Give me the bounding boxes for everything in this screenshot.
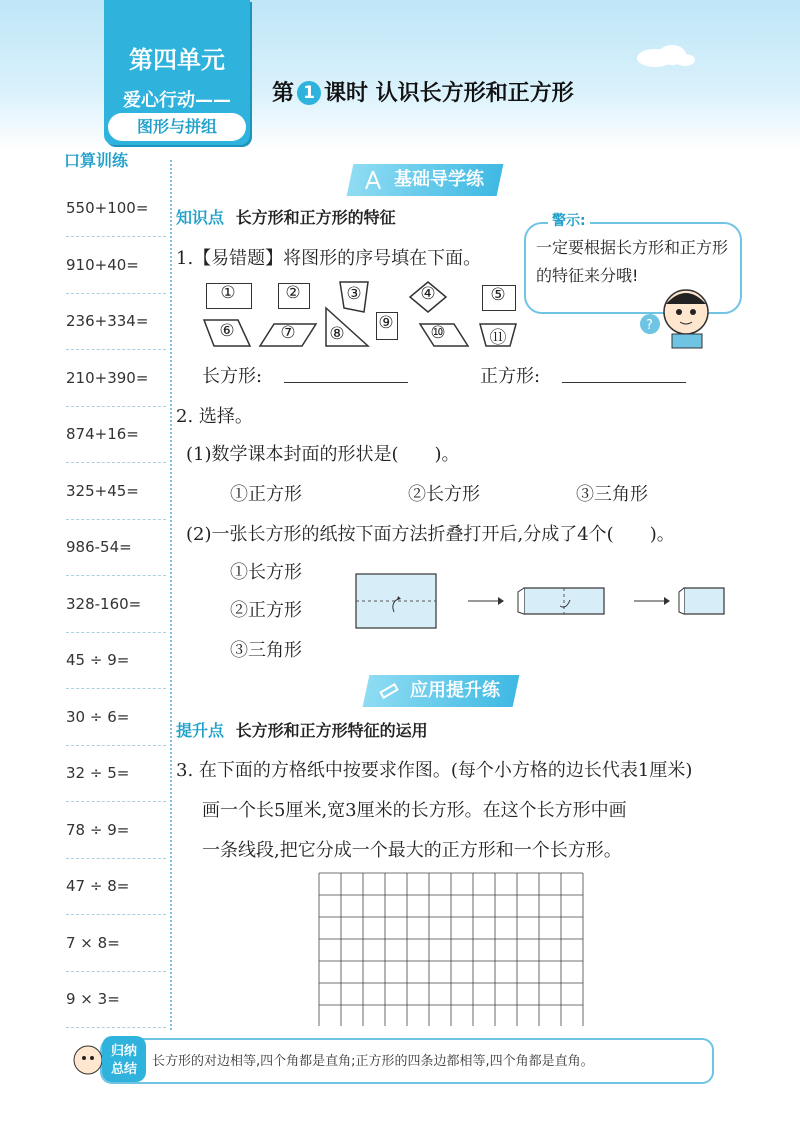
question-3-line-2: 画一个长5厘米,宽3厘米的长方形。在这个长方形中画 bbox=[202, 800, 627, 821]
option: ③三角形 bbox=[230, 640, 302, 661]
option: ②长方形 bbox=[408, 484, 480, 505]
oral-item: 328-160= bbox=[66, 576, 166, 633]
tip-text: 一定要根据长方形和正方形的特征来分哦! bbox=[536, 238, 729, 285]
shape-label: ② bbox=[285, 283, 301, 303]
banner-label: 基础导学练 bbox=[394, 169, 484, 190]
lesson-number: 1 bbox=[297, 81, 321, 105]
shape-label: ⑧ bbox=[329, 324, 345, 344]
summary-tag-1: 归纳 bbox=[110, 1044, 137, 1059]
option: ①长方形 bbox=[230, 562, 302, 583]
unit-subtitle-2: 图形与拼组 bbox=[108, 113, 246, 141]
lesson-prefix: 第 bbox=[272, 81, 295, 106]
question-2-2: (2)一张长方形的纸按下面方法折叠打开后,分成了4个( )。 bbox=[186, 524, 675, 545]
oral-item: 9 × 3= bbox=[66, 971, 166, 1028]
oral-item: 986-54= bbox=[66, 519, 166, 576]
section-banner-apply bbox=[363, 675, 520, 707]
point-tag: 知识点 bbox=[176, 208, 225, 227]
shape-label: ⑪ bbox=[489, 328, 507, 348]
rectangle-answer-line[interactable] bbox=[284, 382, 408, 383]
knowledge-point bbox=[176, 205, 396, 228]
option: ②正方形 bbox=[230, 600, 302, 621]
thinking-boy-icon bbox=[636, 282, 720, 350]
unit-title: 第四单元 bbox=[129, 46, 225, 74]
question-2-1: (1)数学课本封面的形状是( )。 bbox=[186, 444, 460, 465]
question-3: 3. 在下面的方格纸中按要求作图。(每个小方格的边长代表1厘米) bbox=[176, 760, 693, 781]
point-text: 长方形和正方形的特征 bbox=[235, 208, 396, 227]
ruler-icon bbox=[378, 680, 400, 702]
question-3-line-3: 一条线段,把它分成一个最大的正方形和一个长方形。 bbox=[202, 840, 622, 861]
oral-item: 30 ÷ 6= bbox=[66, 689, 166, 746]
oral-item: 78 ÷ 9= bbox=[66, 802, 166, 859]
square-answer-label: 正方形: bbox=[480, 366, 541, 387]
shape-label: ⑤ bbox=[490, 285, 506, 305]
option: ③三角形 bbox=[576, 484, 648, 505]
section-banner-basic bbox=[347, 164, 504, 196]
shape-label: ⑦ bbox=[280, 323, 296, 343]
rectangle-answer-label: 长方形: bbox=[202, 366, 263, 387]
shape-label: ⑨ bbox=[378, 313, 394, 333]
point-text: 长方形和正方形特征的运用 bbox=[235, 721, 428, 740]
oral-item: 210+390= bbox=[66, 350, 166, 407]
oral-item: 7 × 8= bbox=[66, 915, 166, 972]
tip-title: 警示: bbox=[548, 210, 590, 230]
shape-label: ③ bbox=[346, 284, 362, 304]
oral-item: 236+334= bbox=[66, 293, 166, 350]
oral-item: 32 ÷ 5= bbox=[66, 745, 166, 802]
oral-item: 910+40= bbox=[66, 237, 166, 294]
shape-label: ① bbox=[220, 283, 236, 303]
option: ①正方形 bbox=[230, 484, 302, 505]
svg-text:?: ? bbox=[646, 318, 653, 333]
lesson-title bbox=[272, 76, 574, 107]
unit-subtitle: 爱心行动—— bbox=[123, 90, 231, 111]
oral-training-logo: 口算训练 bbox=[64, 151, 129, 170]
oral-item: 47 ÷ 8= bbox=[66, 858, 166, 915]
cloud-icon bbox=[630, 40, 700, 70]
shape-label: ⑥ bbox=[219, 321, 235, 341]
oral-item: 325+45= bbox=[66, 463, 166, 520]
oral-item: 874+16= bbox=[66, 406, 166, 463]
question-1: 1.【易错题】将图形的序号填在下面。 bbox=[176, 248, 482, 269]
question-2: 2. 选择。 bbox=[176, 406, 253, 427]
summary-tag-2: 总结 bbox=[110, 1062, 137, 1077]
shape-label: ⑩ bbox=[430, 323, 446, 343]
summary-text: 长方形的对边相等,四个角都是直角;正方形的四条边都相等,四个角都是直角。 bbox=[152, 1054, 594, 1069]
banner-label: 应用提升练 bbox=[410, 680, 500, 701]
improve-point bbox=[176, 718, 428, 741]
folding-diagram bbox=[354, 572, 734, 632]
square-answer-line[interactable] bbox=[562, 382, 686, 383]
shape-label: ④ bbox=[420, 284, 436, 304]
oral-item: 550+100= bbox=[66, 180, 166, 237]
point-tag: 提升点 bbox=[176, 721, 225, 740]
lesson-title-text: 课时 认识长方形和正方形 bbox=[324, 81, 574, 106]
compass-icon bbox=[362, 169, 384, 191]
column-divider bbox=[170, 160, 172, 1030]
grid-paper[interactable] bbox=[318, 872, 588, 1026]
oral-item: 45 ÷ 9= bbox=[66, 632, 166, 689]
